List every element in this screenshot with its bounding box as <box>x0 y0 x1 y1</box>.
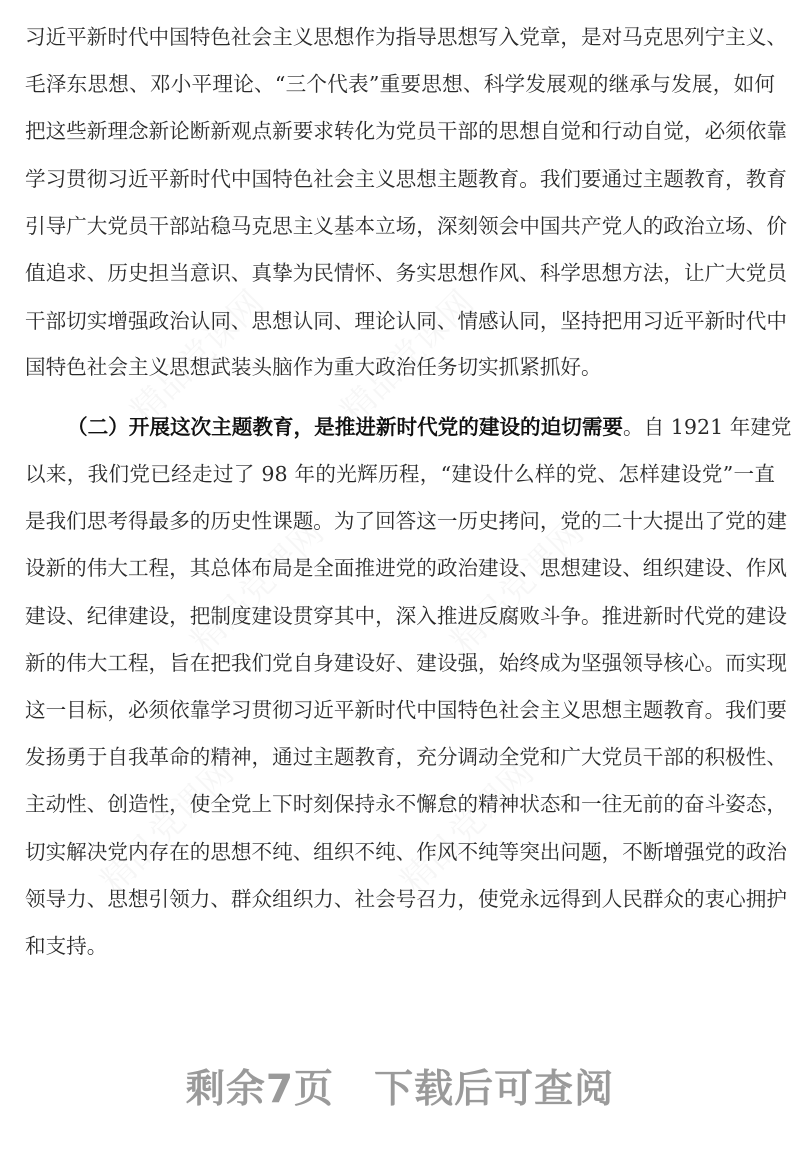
download-to-view-label: 下载后可查阅 <box>374 1067 615 1112</box>
text-line: 习近平新时代中国特色社会主义思想作为指导思想写入党章，是对马克思列宁主义、 <box>25 25 787 49</box>
text-line: 设新的伟大工程，其总体布局是全面推进党的政治建设、思想建设、组织建设、作风 <box>25 556 787 580</box>
text-line: 新的伟大工程，旨在把我们党自身建设好、建设强，始终成为坚强领导核心。而实现 <box>25 651 787 675</box>
text-line: 以来，我们党已经走过了 98 年的光辉历程，“建设什么样的党、怎样建设党”一直 <box>25 462 775 486</box>
text-line: 主动性、创造性，使全党上下时刻保持永不懈怠的精神状态和一往无前的奋斗姿态， <box>25 792 787 816</box>
text-line: 学习贯彻习近平新时代中国特色社会主义思想主题教育。我们要通过主题教育，教育 <box>25 167 787 191</box>
text-line: 切实解决党内存在的思想不纯、组织不纯、作风不纯等突出问题，不断增强党的政治 <box>25 840 787 864</box>
text-line: 值追求、历史担当意识、真挚为民情怀、务实思想作风、科学思想方法，让广大党员 <box>25 261 787 285</box>
download-prompt-banner[interactable] <box>0 1058 800 1114</box>
text-line: 把这些新理念新论断新观点新要求转化为党员干部的思想自觉和行动自觉，必须依靠 <box>25 119 787 143</box>
text-line: 建设、纪律建设，把制度建设贯穿其中，深入推进反腐败斗争。推进新时代党的建设 <box>25 604 787 628</box>
text-line: 干部切实增强政治认同、思想认同、理论认同、情感认同，坚持把用习近平新时代中 <box>25 309 787 333</box>
text-line <box>67 412 792 442</box>
text-line: 是我们思考得最多的历史性课题。为了回答这一历史拷问，党的二十大提出了党的建 <box>25 509 787 533</box>
remaining-pages-label: 剩余7页 <box>185 1067 335 1112</box>
text-line: 毛泽东思想、邓小平理论、“三个代表”重要思想、科学发展观的继承与发展，如何 <box>25 72 775 96</box>
text-line: 这一目标，必须依靠学习贯彻习近平新时代中国特色社会主义思想主题教育。我们要 <box>25 698 787 722</box>
text-line: 引导广大党员干部站稳马克思主义基本立场，深刻领会中国共产党人的政治立场、价 <box>25 214 787 238</box>
text-line: 发扬勇于自我革命的精神，通过主题教育，充分调动全党和广大党员干部的积极性、 <box>25 745 787 769</box>
section-heading: （二）开展这次主题教育，是推进新时代党的建设的迫切需要 <box>67 415 624 439</box>
text-line: 和支持。 <box>25 934 108 958</box>
text-line: 国特色社会主义思想武装头脑作为重大政治任务切实抓紧抓好。 <box>25 355 602 379</box>
text-line: 领导力、思想引领力、群众组织力、社会号召力，使党永远得到人民群众的衷心拥护 <box>25 887 787 911</box>
text-fragment: 。自 1921 年建党 <box>623 415 792 439</box>
